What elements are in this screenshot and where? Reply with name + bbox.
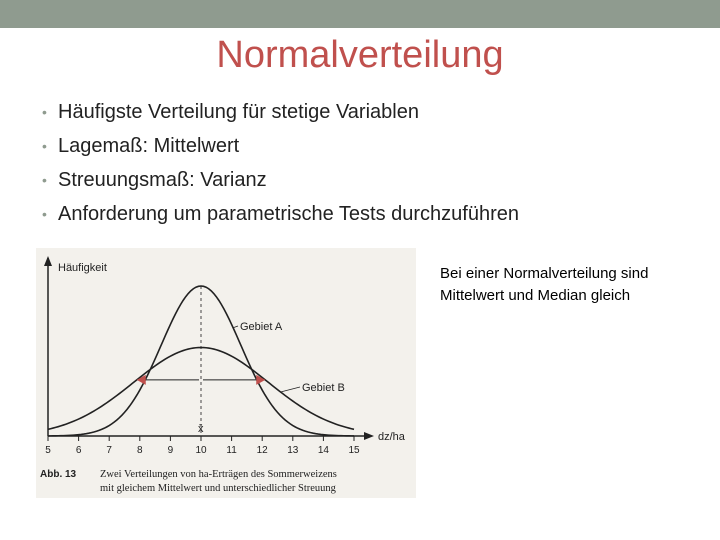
x-tick-label: 13: [287, 445, 299, 456]
x-tick-label: 5: [45, 445, 51, 456]
x-tick-label: 8: [137, 445, 143, 456]
bullet-text: Häufigste Verteilung für stetige Variablen: [58, 101, 419, 123]
x-tick-label: 7: [106, 445, 112, 456]
x-tick-label: 12: [256, 445, 268, 456]
bullet-item: [38, 166, 519, 194]
x-tick-label: 11: [226, 445, 237, 456]
y-axis-arrow: [44, 256, 52, 266]
bullet-icon: •: [42, 104, 47, 120]
distribution-chart: [36, 248, 416, 498]
x-tick-label: 6: [75, 445, 82, 456]
bullet-text: Streuungsmaß: Varianz: [58, 169, 267, 191]
bullet-text: Anforderung um parametrische Tests durchzuführen: [58, 203, 519, 225]
x-tick-label: 15: [348, 445, 360, 456]
bullet-item: [38, 98, 519, 126]
bullet-icon: •: [42, 138, 47, 154]
x-tick-label: 14: [317, 445, 329, 456]
bullet-item: [38, 200, 519, 228]
distribution-figure: [36, 248, 416, 498]
bullet-text: Lagemaß: Mittelwert: [58, 135, 240, 157]
top-bar: [0, 0, 720, 28]
curve-group: [48, 286, 354, 436]
series-label: Gebiet A: [240, 321, 283, 333]
figure-caption-line1: Zwei Verteilungen von ha-Erträgen des Sommerweizens: [100, 469, 337, 480]
x-tick-label: 9: [167, 445, 174, 456]
x-axis-label: dz/ha: [378, 431, 405, 443]
series-leader-line: [281, 387, 300, 392]
bullet-icon: •: [42, 206, 47, 222]
figure-caption-label: Abb. 13: [40, 469, 77, 480]
mean-label: x̄: [198, 423, 204, 435]
figure-caption-line2: mit gleichem Mittelwert und unterschiedlicher Streuung: [100, 483, 336, 494]
bullet-icon: •: [42, 172, 47, 188]
bullet-item: [38, 132, 519, 160]
series-leader-line: [233, 326, 238, 328]
note-text: Bei einer Normalverteilung sind Mittelwert und Median gleich: [440, 265, 649, 304]
series-label: Gebiet B: [302, 382, 345, 394]
x-tick-group: [45, 436, 360, 456]
slide-title: Normalverteilung: [216, 34, 504, 76]
x-tick-label: 10: [195, 445, 207, 456]
y-axis-label: Häufigkeit: [58, 262, 107, 274]
bullet-list: [38, 98, 519, 234]
x-axis-arrow: [364, 432, 374, 440]
